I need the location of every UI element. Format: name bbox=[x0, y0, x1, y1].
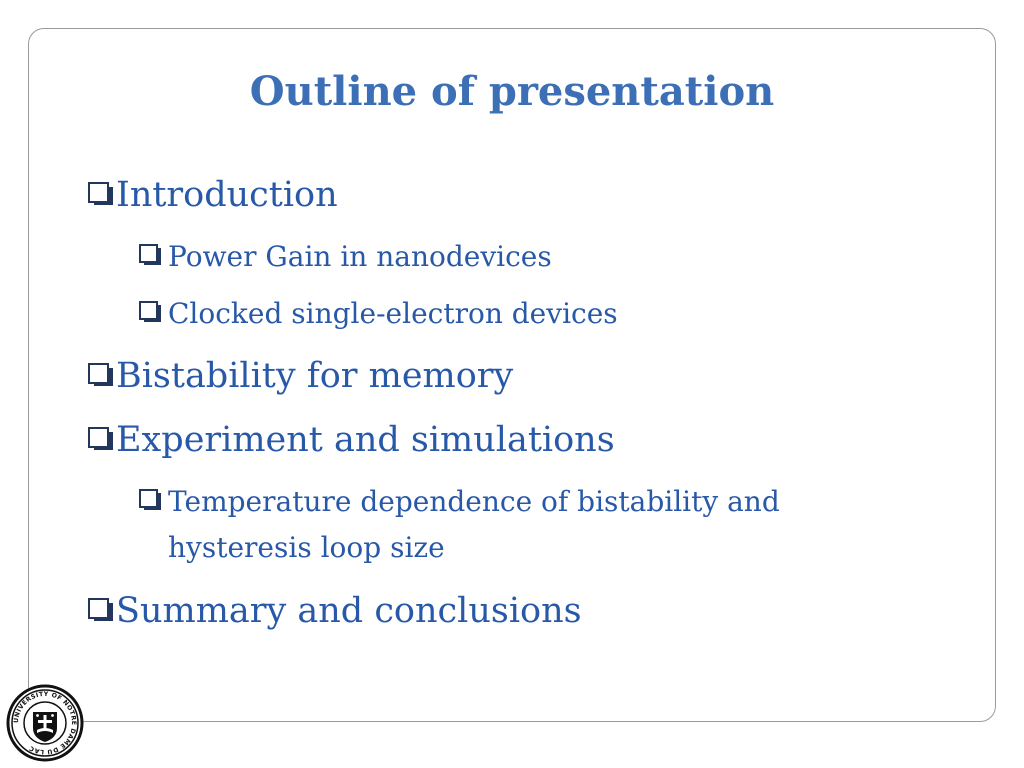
slide-title: Outline of presentation bbox=[249, 68, 775, 115]
checkbox-icon bbox=[136, 234, 168, 280]
university-seal-icon bbox=[6, 684, 84, 762]
checkbox-icon bbox=[86, 419, 116, 461]
outline-item-summary bbox=[86, 590, 582, 632]
checkbox-icon bbox=[86, 590, 116, 632]
outline-item-label: Power Gain in nanodevices bbox=[168, 240, 552, 273]
outline-subitem-clocked-devices bbox=[136, 291, 618, 337]
outline-item-experiment bbox=[86, 419, 615, 461]
outline-item-label: Introduction bbox=[116, 175, 338, 215]
outline-item-bistability bbox=[86, 355, 513, 397]
outline-item-label: Clocked single-electron devices bbox=[168, 297, 618, 330]
outline-subitem-temperature bbox=[136, 479, 856, 571]
checkbox-icon bbox=[136, 479, 168, 525]
outline-item-label: Bistability for memory bbox=[116, 356, 514, 396]
seal-text: UNIVERSITY OF NOTRE DAME DU LAC bbox=[12, 690, 78, 756]
checkbox-icon bbox=[136, 291, 168, 337]
outline-item-label: Experiment and simulations bbox=[116, 420, 615, 460]
outline-item-label: Temperature dependence of bistability and hysteresis loop size bbox=[168, 485, 780, 564]
outline-subitem-power-gain bbox=[136, 234, 552, 280]
outline-item-label: Summary and conclusions bbox=[116, 591, 582, 631]
outline-item-introduction bbox=[86, 174, 338, 216]
checkbox-icon bbox=[86, 174, 116, 216]
checkbox-icon bbox=[86, 355, 116, 397]
